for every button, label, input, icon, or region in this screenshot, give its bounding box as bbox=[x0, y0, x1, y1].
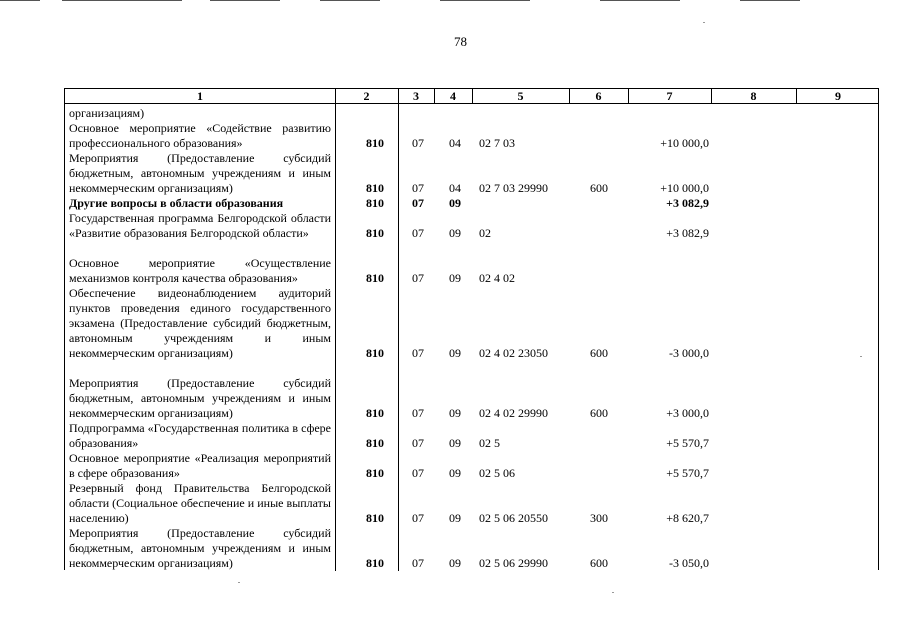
cell-c2: 810 bbox=[366, 136, 384, 150]
scan-speck bbox=[238, 582, 240, 583]
cell-c4: 09 bbox=[449, 556, 461, 570]
scan-edge bbox=[210, 0, 280, 1]
cell-c2: 810 bbox=[366, 196, 384, 210]
scan-speck bbox=[612, 592, 614, 593]
column-divider bbox=[335, 89, 336, 571]
row-description: Мероприятия (Предоставление субсидий бюджетным, автономным учреждениям и иным некоммерческим организациям) bbox=[69, 151, 331, 195]
cell-c2: 810 bbox=[366, 466, 384, 480]
cell-c3: 07 bbox=[412, 196, 424, 210]
cell-c3: 07 bbox=[412, 346, 424, 360]
row-description: Обеспечение видеонаблюдением аудиторий пунктов проведения единого государственного экзамена (Предоставление субсидий бюджетным, автономным учреждениям и иным некоммерческим организациям) bbox=[69, 286, 331, 360]
cell-c3: 07 bbox=[412, 466, 424, 480]
cell-c5: 02 5 bbox=[479, 436, 500, 450]
row-description: Другие вопросы в области образования bbox=[69, 196, 284, 210]
cell-c7: -3 050,0 bbox=[669, 556, 709, 570]
cell-c7: +8 620,7 bbox=[666, 511, 709, 525]
scan-edge bbox=[740, 0, 800, 1]
cell-c2: 810 bbox=[366, 226, 384, 240]
scan-edge bbox=[62, 0, 182, 1]
row-description: Основное мероприятие «Реализация мероприятий в сфере образования» bbox=[69, 451, 331, 480]
page-number: 78 bbox=[454, 34, 467, 49]
cell-c4: 04 bbox=[449, 136, 461, 150]
cell-c4: 09 bbox=[449, 466, 461, 480]
cell-c4: 09 bbox=[449, 406, 461, 420]
cell-c5: 02 4 02 29990 bbox=[479, 406, 548, 420]
cell-c6: 600 bbox=[590, 556, 608, 570]
row-description: Мероприятия (Предоставление субсидий бюджетным, автономным учреждениям и иным некоммерческим организациям) bbox=[69, 526, 331, 570]
cell-c3: 07 bbox=[412, 511, 424, 525]
cell-c7: +3 000,0 bbox=[666, 406, 709, 420]
cell-c5: 02 4 02 bbox=[479, 271, 515, 285]
cell-c7: +10 000,0 bbox=[660, 136, 709, 150]
header-cell: 2 bbox=[363, 89, 370, 103]
cell-c7: +3 082,9 bbox=[666, 226, 709, 240]
cell-c3: 07 bbox=[412, 556, 424, 570]
cell-c2: 810 bbox=[366, 436, 384, 450]
scan-edge bbox=[600, 0, 680, 1]
cell-c5: 02 5 06 bbox=[479, 466, 515, 480]
cell-c6: 300 bbox=[590, 511, 608, 525]
scan-edge bbox=[0, 0, 40, 1]
cell-c7: +3 082,9 bbox=[666, 196, 709, 210]
scan-edge bbox=[440, 0, 530, 1]
cell-c3: 07 bbox=[412, 226, 424, 240]
cell-c2: 810 bbox=[366, 346, 384, 360]
cell-c2: 810 bbox=[366, 181, 384, 195]
header-cell: 5 bbox=[517, 89, 524, 103]
cell-c7: -3 000,0 bbox=[669, 346, 709, 360]
cell-c3: 07 bbox=[412, 436, 424, 450]
header-cell: 7 bbox=[666, 89, 673, 103]
cell-c5: 02 bbox=[479, 226, 491, 240]
cell-c6: 600 bbox=[590, 406, 608, 420]
cell-c3: 07 bbox=[412, 136, 424, 150]
cell-c2: 810 bbox=[366, 406, 384, 420]
header-cell: 8 bbox=[750, 89, 757, 103]
cell-c7: +5 570,7 bbox=[666, 436, 709, 450]
header-cell: 3 bbox=[413, 89, 419, 103]
cell-c5: 02 7 03 29990 bbox=[479, 181, 548, 195]
cell-c4: 09 bbox=[449, 346, 461, 360]
cell-c2: 810 bbox=[366, 271, 384, 285]
row-description: Основное мероприятие «Осуществление механизмов контроля качества образования» bbox=[69, 256, 331, 285]
cell-c6: 600 bbox=[590, 181, 608, 195]
budget-table bbox=[64, 88, 879, 570]
cell-c4: 09 bbox=[449, 511, 461, 525]
cell-c5: 02 5 06 20550 bbox=[479, 511, 548, 525]
header-cell: 6 bbox=[595, 89, 602, 103]
row-description: Государственная программа Белгородской области «Развитие образования Белгородской области» bbox=[69, 211, 331, 240]
row-description: Подпрограмма «Государственная политика в сфере образования» bbox=[69, 421, 331, 450]
header-cell: 1 bbox=[197, 89, 203, 103]
row-description: Мероприятия (Предоставление субсидий бюджетным, автономным учреждениям и иным некоммерческим организациям) bbox=[69, 376, 331, 420]
cell-c7: +10 000,0 bbox=[660, 181, 709, 195]
header-cell: 4 bbox=[450, 89, 456, 103]
row-description: Основное мероприятие «Содействие развитию профессионального образования» bbox=[69, 121, 331, 150]
scan-edge bbox=[320, 0, 380, 1]
column-divider bbox=[398, 89, 399, 571]
cell-c4: 09 bbox=[449, 436, 461, 450]
cell-c5: 02 5 06 29990 bbox=[479, 556, 548, 570]
cell-c3: 07 bbox=[412, 181, 424, 195]
cell-c6: 600 bbox=[590, 346, 608, 360]
row-description: Резервный фонд Правительства Белгородской области (Социальное обеспечение и иные выплаты населению) bbox=[69, 481, 331, 525]
row-description: организациям) bbox=[69, 106, 145, 120]
cell-c4: 09 bbox=[449, 271, 461, 285]
cell-c7: +5 570,7 bbox=[666, 466, 709, 480]
cell-c3: 07 bbox=[412, 271, 424, 285]
cell-c5: 02 7 03 bbox=[479, 136, 515, 150]
cell-c4: 09 bbox=[449, 196, 461, 210]
header-cell: 9 bbox=[835, 89, 841, 103]
cell-c4: 04 bbox=[449, 181, 461, 195]
cell-c2: 810 bbox=[366, 511, 384, 525]
cell-c3: 07 bbox=[412, 406, 424, 420]
cell-c2: 810 bbox=[366, 556, 384, 570]
cell-c4: 09 bbox=[449, 226, 461, 240]
scan-speck bbox=[860, 356, 862, 357]
scan-speck bbox=[703, 22, 705, 23]
cell-c5: 02 4 02 23050 bbox=[479, 346, 548, 360]
